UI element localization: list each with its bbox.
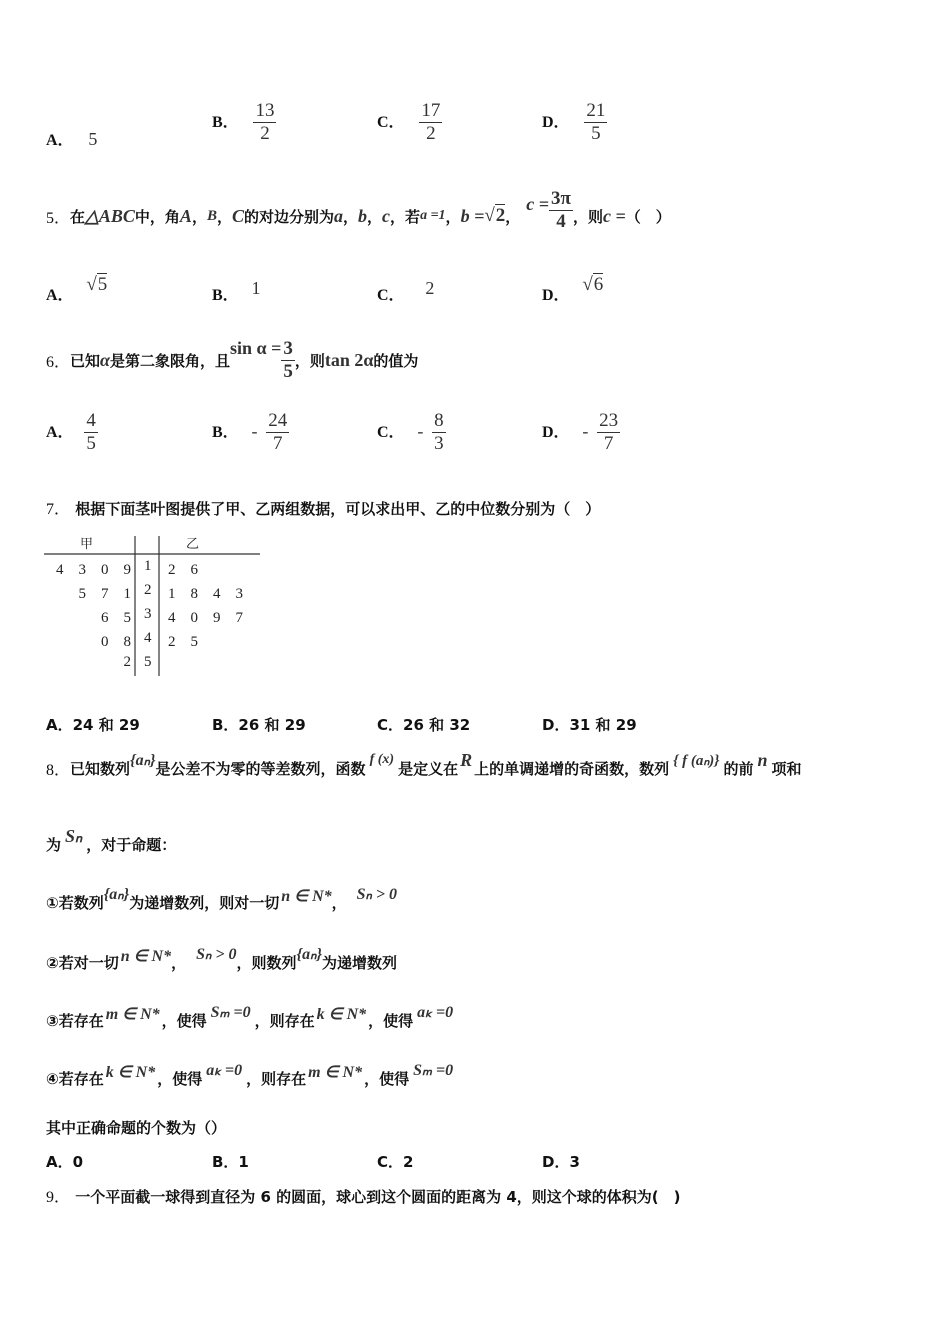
option-label: A． xyxy=(46,424,74,441)
text: 为 xyxy=(46,835,62,854)
stem-leaf-plot xyxy=(44,530,264,680)
q6-option-b xyxy=(212,410,289,455)
option-label: A． xyxy=(46,132,74,149)
math-var: B xyxy=(206,207,217,224)
math-expr: Sₘ =0 xyxy=(210,1004,251,1021)
stem: 5 xyxy=(144,654,152,670)
q8-proposition-4 xyxy=(46,1056,457,1100)
option-label: C． xyxy=(377,287,405,304)
leaf-right: 2 5 xyxy=(168,634,199,650)
text: 是第二象限角，且 xyxy=(110,351,231,370)
radicand: 5 xyxy=(97,274,108,295)
text: 已知数列 xyxy=(70,759,131,778)
text: 的对边分别为 xyxy=(244,207,335,226)
question-number: 7． xyxy=(46,501,71,518)
math-var: C xyxy=(231,205,244,226)
text: ，使得 xyxy=(157,1069,203,1088)
text: 是定义在 xyxy=(398,759,459,778)
text: 的前 xyxy=(723,759,754,778)
q8-proposition-3 xyxy=(46,998,457,1042)
denominator: 5 xyxy=(86,433,96,454)
q5-option-d xyxy=(542,272,604,304)
math-var: c xyxy=(382,205,391,226)
q4-option-d xyxy=(542,100,607,145)
denominator: 2 xyxy=(260,123,270,144)
math-expr: {aₙ} xyxy=(130,752,156,769)
denominator: 4 xyxy=(556,210,566,232)
q8-stem-line2 xyxy=(46,822,176,866)
text: ，则存在 xyxy=(254,1011,315,1030)
math-expr: a =1 xyxy=(420,208,446,223)
math-expr: m ∈ N* xyxy=(105,1006,160,1023)
q7-option-c: C．26 和 32 xyxy=(377,716,471,734)
q5-stem xyxy=(46,186,671,246)
text: ④若存在 xyxy=(46,1069,104,1088)
text: ，若 xyxy=(390,207,421,226)
math-expr: Sₙ > 0 xyxy=(356,886,398,903)
q6-option-d xyxy=(542,410,620,455)
option-label: D． xyxy=(542,114,570,131)
q8-option-c: C．2 xyxy=(377,1153,414,1171)
fraction xyxy=(253,100,276,145)
numerator: 3 xyxy=(283,337,293,359)
q4-option-b xyxy=(212,100,276,145)
radicand: 2 xyxy=(495,205,506,226)
leaf-left: 5 7 1 xyxy=(78,586,131,602)
question-number: 8． xyxy=(46,761,71,779)
header-yi: 乙 xyxy=(186,537,200,552)
numerator: 21 xyxy=(586,100,606,121)
q4-option-c xyxy=(377,100,442,145)
leaf-left: 4 3 0 9 xyxy=(55,562,131,578)
q8-stem-line1 xyxy=(46,746,802,790)
q6-option-c xyxy=(377,410,446,455)
leaf-right: 2 6 xyxy=(168,562,199,578)
text: ， xyxy=(216,207,232,226)
math-var: R xyxy=(460,749,473,770)
text: ， xyxy=(505,207,521,226)
fraction xyxy=(84,410,98,455)
option-value: 5 xyxy=(88,129,98,149)
option-label: D． xyxy=(542,287,570,304)
question-number: 6． xyxy=(46,353,71,371)
q8-proposition-1 xyxy=(46,880,397,924)
q4-option-a xyxy=(46,127,97,150)
leaf-left: 0 8 xyxy=(100,634,131,650)
q5-option-c xyxy=(377,276,435,304)
text: 中，角 xyxy=(134,207,180,226)
option-label: B． xyxy=(212,114,239,131)
text: ， xyxy=(331,893,347,912)
header-jia: 甲 xyxy=(80,537,94,552)
denominator: 2 xyxy=(426,123,436,144)
math-var: a xyxy=(334,205,344,226)
fraction xyxy=(597,410,620,455)
text: ，则存在 xyxy=(246,1069,307,1088)
math-expr: k ∈ N* xyxy=(105,1064,156,1081)
text: ， xyxy=(191,207,207,226)
math-expr: k ∈ N* xyxy=(316,1006,367,1023)
denominator: 7 xyxy=(273,433,283,454)
q6-option-a xyxy=(46,410,98,455)
sqrt-expr: √2 xyxy=(484,205,506,226)
text: ②若对一切 xyxy=(46,953,119,972)
q8-option-a: A．0 xyxy=(46,1153,84,1171)
leaf-right: 4 0 9 7 xyxy=(168,610,244,626)
option-value: 1 xyxy=(251,278,261,298)
numerator: 8 xyxy=(434,410,444,431)
fraction xyxy=(419,100,442,145)
math-expr: Sₙ > 0 xyxy=(196,946,237,963)
text: ， xyxy=(171,953,187,972)
q6-stem xyxy=(46,330,418,390)
text: ，使得 xyxy=(161,1011,207,1030)
math-expr: {aₙ} xyxy=(296,946,323,963)
math-expr: sin α = xyxy=(230,337,282,358)
math-expr: Sₘ =0 xyxy=(413,1062,454,1079)
math-expr: f (x) xyxy=(369,752,395,767)
text: 上的单调递增的奇函数，数列 xyxy=(474,759,670,778)
question-text: 根据下面茎叶图提供了甲、乙两组数据，可以求出甲、乙的中位数分别为（ ） xyxy=(75,500,601,518)
math-expr: Sₙ xyxy=(65,825,83,846)
text: 为递增数列，则对一切 xyxy=(129,893,280,912)
sqrt-expr: √5 xyxy=(86,274,108,295)
numerator: 3π xyxy=(551,187,571,209)
option-value: 2 xyxy=(425,278,435,298)
math-expr: n ∈ N* xyxy=(120,948,172,965)
option-label: C． xyxy=(377,424,405,441)
numerator: 13 xyxy=(255,100,275,121)
numerator: 17 xyxy=(421,100,441,121)
option-label: C． xyxy=(377,114,405,131)
text: ，则 xyxy=(294,351,325,370)
text: ， xyxy=(367,207,383,226)
text: ，则数列 xyxy=(236,953,297,972)
math-expr: c = xyxy=(526,193,550,214)
math-expr: m ∈ N* xyxy=(308,1064,363,1081)
math-var: b xyxy=(358,205,368,226)
q9-stem xyxy=(46,1184,681,1207)
q5-option-a xyxy=(46,272,108,304)
text: ，使得 xyxy=(364,1069,410,1088)
q7-option-b: B．26 和 29 xyxy=(212,716,306,734)
text: 的值为 xyxy=(373,351,419,370)
text: 已知 xyxy=(70,351,101,370)
fraction xyxy=(266,410,289,455)
stem: 1 xyxy=(144,558,152,574)
math-expr: aₖ =0 xyxy=(206,1062,243,1079)
text: ，对于命题： xyxy=(86,835,177,854)
q5-option-b xyxy=(212,276,261,304)
stem: 3 xyxy=(144,606,152,622)
minus-sign: - xyxy=(417,421,424,441)
q7-stem xyxy=(46,496,600,519)
q8-option-b: B．1 xyxy=(212,1153,249,1171)
math-expr: { f (aₙ)} xyxy=(673,752,720,769)
math-expr: b = xyxy=(460,205,485,226)
text: 项和 xyxy=(771,759,802,778)
numerator: 23 xyxy=(599,410,619,431)
fraction xyxy=(432,410,446,455)
minus-sign: - xyxy=(251,421,258,441)
minus-sign: - xyxy=(582,421,589,441)
math-var: n xyxy=(757,749,768,770)
math-expr: tan 2α xyxy=(324,349,374,370)
numerator: 4 xyxy=(86,410,96,431)
leaf-right: 1 8 4 3 xyxy=(168,586,244,602)
option-label: B． xyxy=(212,424,239,441)
radicand: 6 xyxy=(593,274,604,295)
leaf-left: 6 5 xyxy=(100,610,131,626)
triangle-symbol: △ABC xyxy=(85,205,135,226)
fraction xyxy=(584,100,607,145)
stem: 2 xyxy=(144,582,152,598)
stem-leaf-lines xyxy=(44,530,264,680)
q8-question: 其中正确命题的个数为（） xyxy=(46,1119,227,1137)
sqrt-expr: √6 xyxy=(582,274,604,295)
numerator: 24 xyxy=(268,410,288,431)
math-expr: aₖ =0 xyxy=(417,1004,454,1021)
text: ，则 xyxy=(572,207,603,226)
option-label: A． xyxy=(46,287,74,304)
option-label: B． xyxy=(212,287,239,304)
text: 在 xyxy=(70,207,86,226)
math-expr: n ∈ N* xyxy=(281,888,332,905)
option-label: D． xyxy=(542,424,570,441)
denominator: 3 xyxy=(434,433,444,454)
math-expr: {aₙ} xyxy=(103,886,130,903)
text: 为递增数列 xyxy=(322,953,398,972)
text: ， xyxy=(343,207,359,226)
question-number: 9． xyxy=(46,1189,71,1206)
denominator: 5 xyxy=(283,360,293,382)
fraction xyxy=(549,188,573,233)
math-expr: c = xyxy=(602,205,626,226)
q7-option-a: A．24 和 29 xyxy=(46,716,140,734)
question-text: 一个平面截一球得到直径为 6 的圆面，球心到这个圆面的距离为 4，则这个球的体积为( ) xyxy=(75,1188,681,1206)
text: ， xyxy=(445,207,461,226)
q7-option-d: D．31 和 29 xyxy=(542,716,637,734)
text: ①若数列 xyxy=(46,893,104,912)
fraction xyxy=(281,338,295,383)
q8-proposition-2 xyxy=(46,940,397,984)
question-number: 5． xyxy=(46,209,71,227)
text: 是公差不为零的等差数列，函数 xyxy=(155,759,366,778)
denominator: 5 xyxy=(591,123,601,144)
q8-option-d: D．3 xyxy=(542,1153,580,1171)
math-var: α xyxy=(100,349,110,370)
text: （ ） xyxy=(625,207,671,226)
text: ，使得 xyxy=(368,1011,414,1030)
text: ③若存在 xyxy=(46,1011,104,1030)
stem: 4 xyxy=(144,630,152,646)
denominator: 7 xyxy=(603,433,614,454)
leaf-left: 2 xyxy=(123,654,131,670)
math-var: A xyxy=(179,205,192,226)
